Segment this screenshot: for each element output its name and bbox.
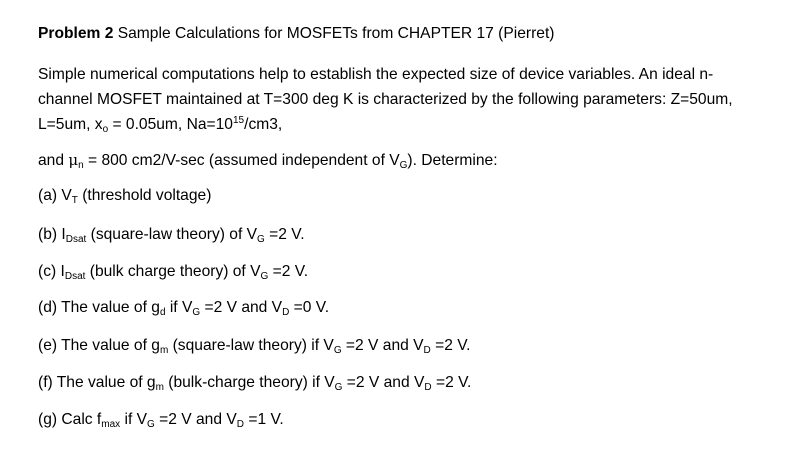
item-text: (d) The value of g — [38, 299, 160, 316]
subscript: T — [71, 195, 78, 206]
intro-text: L=5um, x — [38, 116, 103, 133]
subscript: Dsat — [64, 271, 86, 282]
subscript: m — [155, 382, 164, 393]
item-text: (square-law theory) if V — [168, 337, 334, 354]
item-text: =2 V. — [430, 337, 471, 354]
subscript: max — [101, 419, 121, 430]
item-text: =0 V. — [289, 299, 330, 316]
subscript: G — [333, 345, 342, 356]
mobility-text: and — [38, 152, 69, 169]
mobility-line — [38, 150, 498, 171]
subscript: G — [399, 160, 408, 171]
subscript: G — [147, 419, 155, 430]
subscript: Dsat — [65, 234, 87, 245]
item-text: =2 V and V — [341, 337, 424, 354]
item-f — [38, 373, 471, 393]
intro-line-1: Simple numerical computations help to establish the expected size of device variables. An ideal n- — [38, 66, 714, 83]
subscript: G — [260, 271, 269, 282]
intro-text: = 0.05um, Na=10 — [108, 116, 233, 133]
problem-title: Sample Calculations for MOSFETs from CHAPTER 17 (Pierret) — [113, 25, 555, 42]
item-text: (f) The value of g — [38, 374, 156, 391]
item-text: (bulk charge theory) of V — [85, 263, 261, 280]
intro-line-2: channel MOSFET maintained at T=300 deg K is characterized by the following parameters: Z=50um, — [38, 91, 733, 108]
item-text: (bulk-charge theory) if V — [163, 374, 335, 391]
item-text: (b) I — [38, 226, 66, 243]
intro-line-3 — [38, 115, 282, 135]
item-text: (square-law theory) of V — [86, 226, 258, 243]
item-text: =2 V and V — [200, 299, 283, 316]
item-text: (threshold voltage) — [77, 187, 212, 204]
subscript: D — [236, 419, 244, 430]
mobility-text: ). Determine: — [407, 152, 498, 169]
subscript: G — [334, 382, 343, 393]
item-text: =2 V. — [264, 226, 305, 243]
item-text: =1 V. — [244, 411, 284, 428]
item-text: (c) I — [38, 263, 65, 280]
item-c — [38, 262, 308, 282]
item-text: if V — [120, 411, 148, 428]
subscript: G — [257, 234, 265, 245]
item-b — [38, 225, 305, 245]
problem-label: Problem 2 — [38, 25, 114, 42]
item-d — [38, 298, 329, 318]
subscript: D — [423, 345, 431, 356]
subscript: n — [78, 160, 84, 171]
subscript: D — [424, 382, 432, 393]
subscript: d — [159, 307, 166, 318]
item-text: (e) The value of g — [38, 337, 160, 354]
item-e — [38, 336, 471, 356]
item-g — [38, 410, 284, 430]
subscript: o — [102, 124, 109, 135]
item-text: (a) V — [38, 187, 72, 204]
item-a — [38, 186, 211, 206]
mobility-text: = 800 cm2/V-sec (assumed independent of V — [83, 152, 400, 169]
superscript: 15 — [232, 115, 245, 126]
subscript: m — [159, 345, 169, 356]
intro-text: /cm3, — [244, 116, 283, 133]
subscript: G — [192, 307, 201, 318]
item-text: =2 V and V — [154, 411, 237, 428]
item-text: =2 V. — [268, 263, 309, 280]
item-text: (g) Calc f — [38, 411, 102, 428]
item-text: =2 V and V — [342, 374, 425, 391]
item-text: =2 V. — [431, 374, 472, 391]
item-text: if V — [165, 299, 193, 316]
subscript: D — [282, 307, 290, 318]
mu-symbol: μ — [68, 151, 79, 169]
problem-heading — [38, 24, 554, 44]
